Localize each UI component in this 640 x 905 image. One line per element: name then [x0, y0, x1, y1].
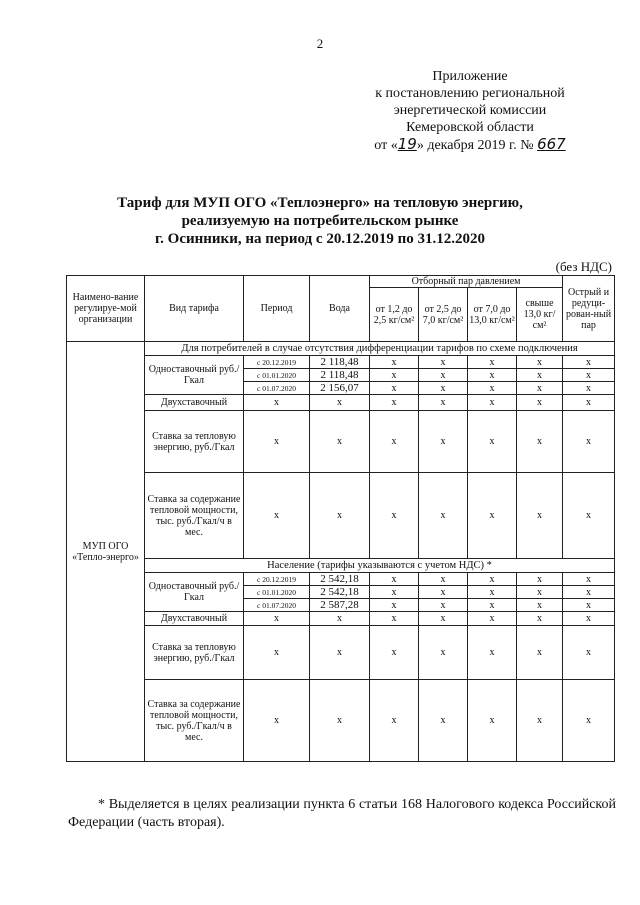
date-mid: » декабря 2019 г. № — [416, 138, 538, 153]
energy-rate-label: Ставка за тепловую энергию, руб./Гкал — [145, 626, 244, 680]
header-pressure-4: свыше 13,0 кг/см² — [517, 288, 563, 342]
na-cell: х — [310, 473, 370, 559]
na-cell: х — [468, 573, 517, 586]
period-cell: с 20.12.2019 — [244, 573, 310, 586]
na-cell: х — [419, 395, 468, 411]
na-cell: х — [468, 599, 517, 612]
na-cell: х — [244, 612, 310, 626]
appendix-line-4: Кемеровской области — [406, 120, 534, 135]
na-cell: х — [310, 612, 370, 626]
na-cell: х — [310, 411, 370, 473]
na-cell: х — [563, 626, 615, 680]
na-cell: х — [468, 411, 517, 473]
period-cell: с 01.01.2020 — [244, 586, 310, 599]
na-cell: х — [517, 411, 563, 473]
appendix-line-3: энергетической комиссии — [393, 103, 547, 118]
title-line-1: Тариф для МУП ОГО «Теплоэнерго» на тепловую энергию, — [117, 195, 523, 211]
na-cell: х — [563, 612, 615, 626]
appendix-block — [350, 68, 590, 154]
table-row — [67, 473, 615, 559]
na-cell: х — [517, 680, 563, 762]
period-cell: с 01.01.2020 — [244, 369, 310, 382]
na-cell: х — [370, 356, 419, 369]
title-line-3: г. Осинники, на период с 20.12.2019 по 31.12.2020 — [155, 231, 485, 247]
table-row — [67, 411, 615, 473]
na-cell: х — [310, 626, 370, 680]
section-banner: Население (тарифы указываются с учетом НДС) * — [145, 559, 615, 573]
na-cell: х — [468, 356, 517, 369]
na-cell: х — [517, 626, 563, 680]
na-cell: х — [517, 586, 563, 599]
na-cell: х — [563, 573, 615, 586]
date-prefix: от « — [374, 138, 398, 153]
organization-cell: МУП ОГО «Тепло-энерго» — [67, 342, 145, 762]
header-pressure-3: от 7,0 до 13,0 кг/см² — [468, 288, 517, 342]
na-cell: х — [419, 473, 468, 559]
header-org: Наимено-вание регулируе-мой организации — [67, 276, 145, 342]
na-cell: х — [370, 382, 419, 395]
na-cell: х — [563, 599, 615, 612]
two-part-label: Двухставочный — [145, 395, 244, 411]
na-cell: х — [419, 369, 468, 382]
na-cell: х — [468, 612, 517, 626]
na-cell: х — [370, 626, 419, 680]
na-cell: х — [517, 573, 563, 586]
table-row — [67, 395, 615, 411]
water-value: 2 118,48 — [310, 369, 370, 382]
na-cell: х — [563, 369, 615, 382]
na-cell: х — [419, 612, 468, 626]
na-cell: х — [370, 612, 419, 626]
na-cell: х — [468, 382, 517, 395]
date-day-handwritten: 19 — [397, 135, 417, 153]
na-cell: х — [419, 599, 468, 612]
footnote: * Выделяется в целях реализации пункта 6 статьи 168 Налогового кодекса Российской Федерации (часть вторая). — [68, 797, 616, 830]
na-cell: х — [419, 680, 468, 762]
na-cell: х — [563, 473, 615, 559]
na-cell: х — [419, 356, 468, 369]
na-cell: х — [419, 382, 468, 395]
header-row-1 — [67, 276, 615, 288]
appendix-date-line — [350, 136, 590, 154]
single-rate-label: Одноставочный руб./Гкал — [145, 356, 244, 395]
capacity-rate-label: Ставка за содержание тепловой мощности, тыс. руб./Гкал/ч в мес. — [145, 680, 244, 762]
appendix-line-2: к постановлению региональной — [375, 86, 565, 101]
na-cell: х — [517, 356, 563, 369]
header-period: Период — [244, 276, 310, 342]
na-cell: х — [468, 395, 517, 411]
na-cell: х — [370, 586, 419, 599]
na-cell: х — [419, 573, 468, 586]
decree-number-handwritten: 667 — [537, 135, 566, 153]
na-cell: х — [468, 369, 517, 382]
period-cell: с 01.07.2020 — [244, 382, 310, 395]
na-cell: х — [370, 411, 419, 473]
na-cell: х — [244, 680, 310, 762]
header-steam-group: Отборный пар давлением — [370, 276, 563, 288]
na-cell: х — [244, 473, 310, 559]
table-row — [67, 626, 615, 680]
na-cell: х — [370, 395, 419, 411]
na-cell: х — [310, 680, 370, 762]
section-banner-row — [67, 559, 615, 573]
na-cell: х — [468, 473, 517, 559]
na-cell: х — [517, 382, 563, 395]
table-row — [67, 612, 615, 626]
table-row — [67, 573, 615, 586]
header-tariff-type: Вид тарифа — [145, 276, 244, 342]
two-part-label: Двухставочный — [145, 612, 244, 626]
na-cell: х — [563, 411, 615, 473]
na-cell: х — [310, 395, 370, 411]
na-cell: х — [419, 411, 468, 473]
na-cell: х — [563, 586, 615, 599]
na-cell: х — [244, 395, 310, 411]
na-cell: х — [370, 680, 419, 762]
na-cell: х — [468, 626, 517, 680]
header-pressure-2: от 2,5 до 7,0 кг/см² — [419, 288, 468, 342]
water-value: 2 542,18 — [310, 586, 370, 599]
na-cell: х — [468, 586, 517, 599]
table-row — [67, 356, 615, 369]
header-pressure-1: от 1,2 до 2,5 кг/см² — [370, 288, 419, 342]
document-title — [40, 194, 600, 248]
na-cell: х — [517, 599, 563, 612]
water-value: 2 156,07 — [310, 382, 370, 395]
title-line-2: реализуемую на потребительском рынке — [181, 213, 459, 229]
na-cell: х — [419, 626, 468, 680]
single-rate-label: Одноставочный руб./Гкал — [145, 573, 244, 612]
water-value: 2 587,28 — [310, 599, 370, 612]
vat-note: (без НДС) — [555, 259, 612, 274]
header-sharp-steam: Острый и редуци-рован-ный пар — [563, 276, 615, 342]
period-cell: с 20.12.2019 — [244, 356, 310, 369]
na-cell: х — [370, 369, 419, 382]
water-value: 2 542,18 — [310, 573, 370, 586]
na-cell: х — [517, 473, 563, 559]
capacity-rate-label: Ставка за содержание тепловой мощности, тыс. руб./Гкал/ч в мес. — [145, 473, 244, 559]
na-cell: х — [563, 382, 615, 395]
na-cell: х — [244, 626, 310, 680]
header-water: Вода — [310, 276, 370, 342]
na-cell: х — [370, 599, 419, 612]
page-number: 2 — [316, 36, 324, 51]
tariff-table — [66, 275, 615, 762]
na-cell: х — [563, 395, 615, 411]
period-cell: с 01.07.2020 — [244, 599, 310, 612]
na-cell: х — [517, 395, 563, 411]
na-cell: х — [517, 612, 563, 626]
na-cell: х — [370, 473, 419, 559]
water-value: 2 118,48 — [310, 356, 370, 369]
na-cell: х — [419, 586, 468, 599]
energy-rate-label: Ставка за тепловую энергию, руб./Гкал — [145, 411, 244, 473]
na-cell: х — [563, 356, 615, 369]
appendix-line-1: Приложение — [432, 69, 508, 84]
na-cell: х — [370, 573, 419, 586]
table-row — [67, 680, 615, 762]
section-banner: Для потребителей в случае отсутствия дифференциации тарифов по схеме подключения — [145, 342, 615, 356]
na-cell: х — [244, 411, 310, 473]
na-cell: х — [468, 680, 517, 762]
section-banner-row — [67, 342, 615, 356]
na-cell: х — [563, 680, 615, 762]
na-cell: х — [517, 369, 563, 382]
